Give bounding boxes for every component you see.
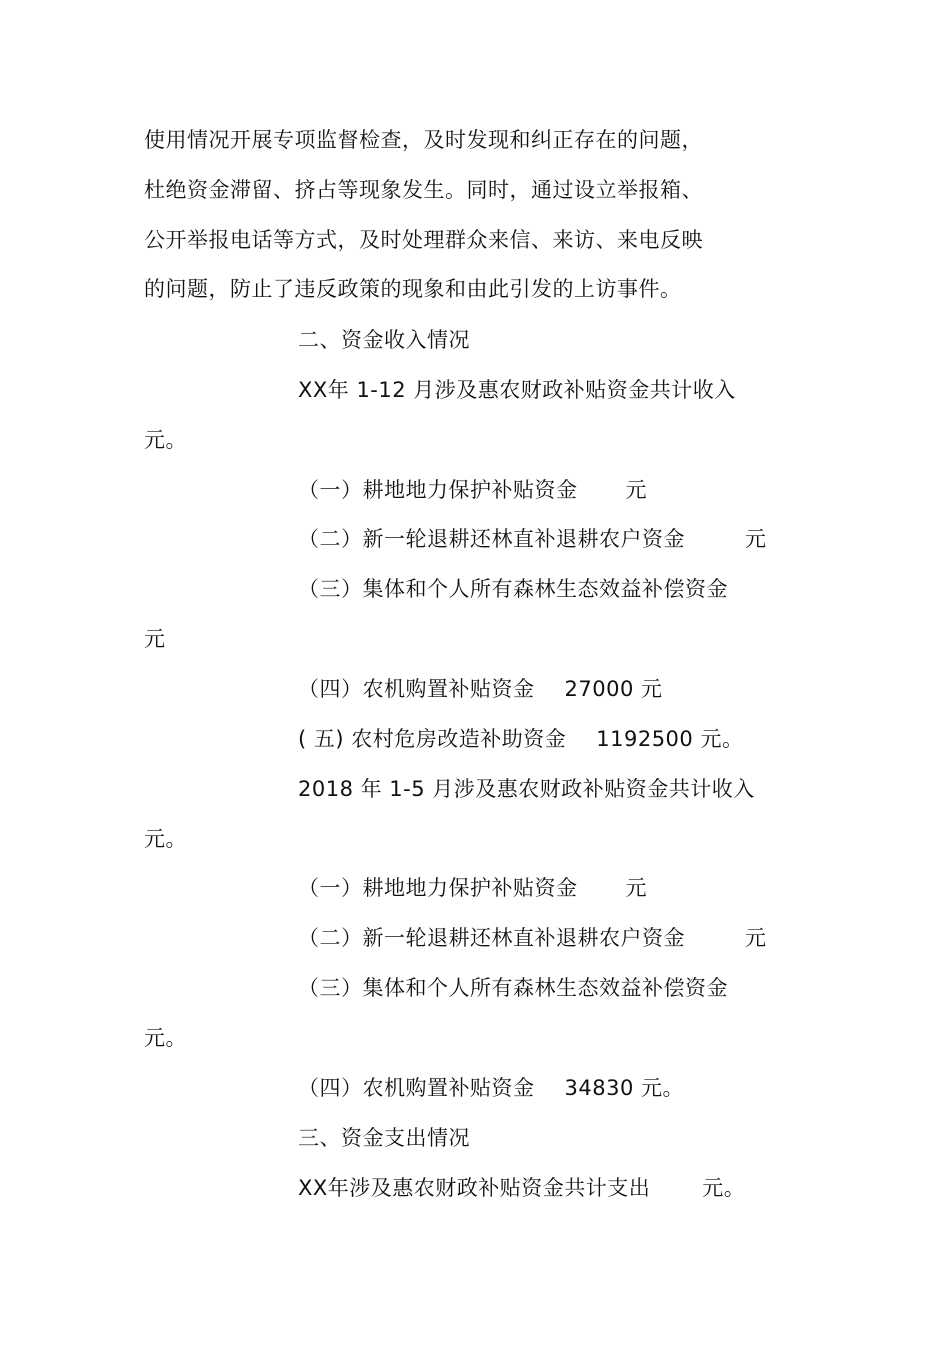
expense-line xyxy=(298,1173,745,1203)
income-item-label: （三）集体和个人所有森林生态效益补偿资金 xyxy=(298,976,728,1000)
paragraph-line: 杜绝资金滞留、挤占等现象发生。同时，通过设立举报箱、 xyxy=(144,178,703,202)
income-item-label: （一）耕地地力保护补贴资金 xyxy=(298,876,578,900)
income-item xyxy=(298,674,663,704)
income-intro: 2018 年 1-5 月涉及惠农财政补贴资金共计收入 xyxy=(298,777,755,801)
income-item-unit: 元 xyxy=(641,677,663,701)
section-heading: 二、资金收入情况 xyxy=(298,328,470,352)
income-item xyxy=(298,724,743,754)
income-item xyxy=(298,1073,684,1103)
income-item-amount: 1192500 xyxy=(596,727,694,751)
income-item-label: （三）集体和个人所有森林生态效益补偿资金 xyxy=(298,577,728,601)
expense-unit: 元。 xyxy=(702,1176,746,1200)
section-heading: 三、资金支出情况 xyxy=(298,1126,470,1150)
income-item-unit: 元。 xyxy=(700,727,744,751)
income-item xyxy=(298,475,647,505)
income-item-unit: 元 xyxy=(144,627,166,651)
income-item-amount: 34830 xyxy=(564,1076,634,1100)
income-item-label: ( 五) 农村危房改造补助资金 xyxy=(298,727,567,751)
income-item xyxy=(298,873,647,903)
income-intro: XX年 1-12 月涉及惠农财政补贴资金共计收入 xyxy=(298,378,736,402)
income-item-label: （四）农机购置补贴资金 xyxy=(298,677,535,701)
income-intro-tail: 元。 xyxy=(144,827,187,851)
income-item-unit: 元 xyxy=(745,527,767,551)
paragraph-line: 使用情况开展专项监督检查，及时发现和纠正存在的问题， xyxy=(144,128,703,152)
income-item-amount: 27000 xyxy=(564,677,634,701)
income-item-unit: 元 xyxy=(745,926,767,950)
expense-text: XX年涉及惠农财政补贴资金共计支出 xyxy=(298,1176,651,1200)
income-item-unit: 元。 xyxy=(144,1026,187,1050)
paragraph-line: 公开举报电话等方式，及时处理群众来信、来访、来电反映 xyxy=(144,228,703,252)
income-item-unit: 元 xyxy=(625,478,647,502)
income-item xyxy=(298,524,767,554)
income-item xyxy=(298,574,728,604)
income-item-label: （二）新一轮退耕还林直补退耕农户资金 xyxy=(298,527,685,551)
income-intro-tail: 元。 xyxy=(144,428,187,452)
paragraph-line: 的问题，防止了违反政策的现象和由此引发的上访事件。 xyxy=(144,277,682,301)
income-item xyxy=(298,923,767,953)
income-item-label: （二）新一轮退耕还林直补退耕农户资金 xyxy=(298,926,685,950)
income-item-unit: 元。 xyxy=(641,1076,684,1100)
income-item-label: （四）农机购置补贴资金 xyxy=(298,1076,535,1100)
income-item-unit: 元 xyxy=(625,876,647,900)
income-item xyxy=(298,973,728,1003)
income-item-label: （一）耕地地力保护补贴资金 xyxy=(298,478,578,502)
